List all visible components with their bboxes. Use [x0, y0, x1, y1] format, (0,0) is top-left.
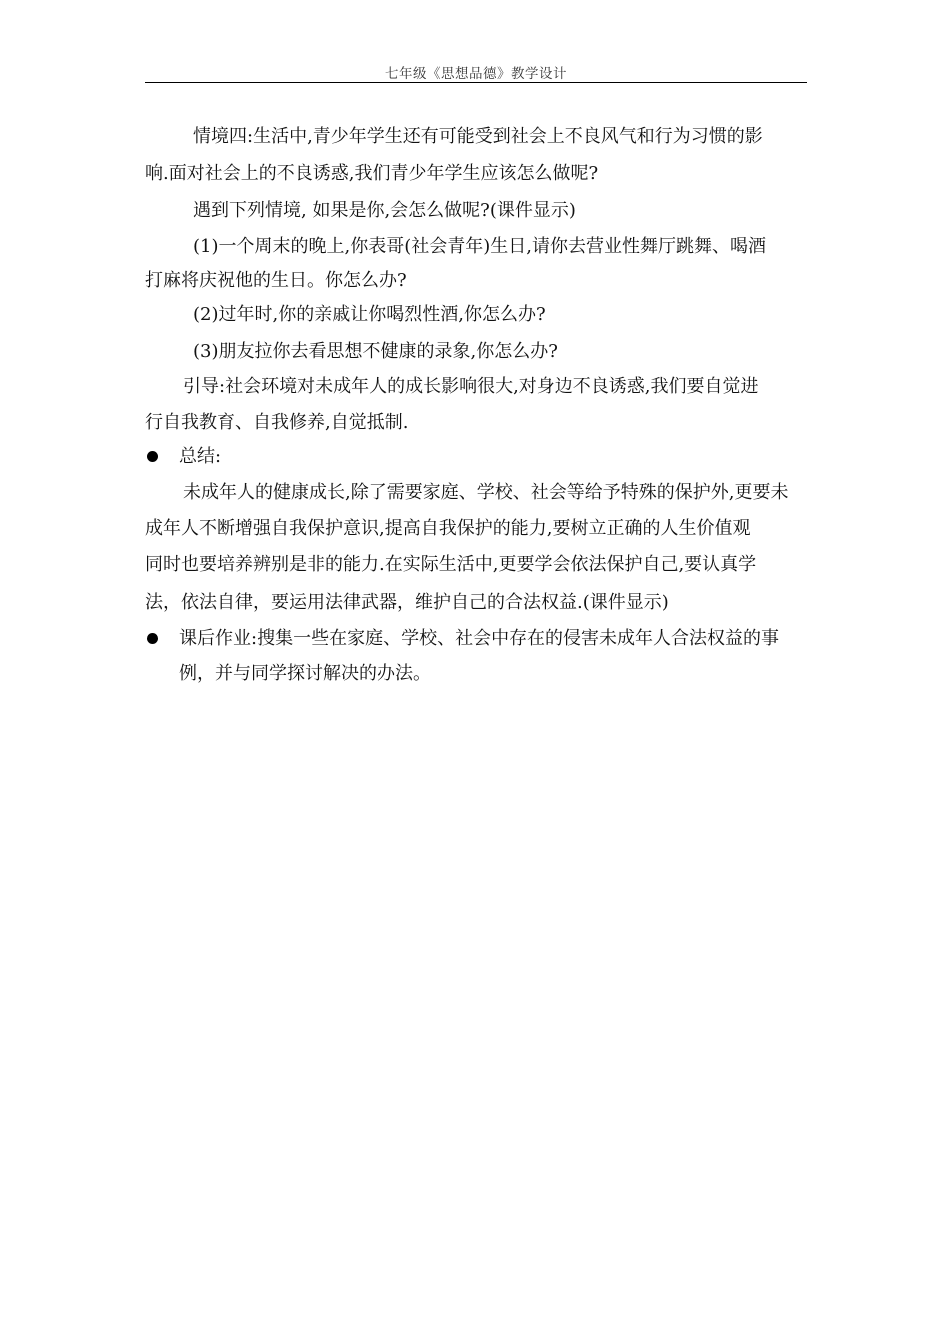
item1-line-1: (1)一个周末的晚上,你表哥(社会青年)生日,请你去营业性舞厅跳舞、喝酒: [193, 236, 766, 257]
item3: (3)朋友拉你去看思想不健康的录象,你怎么办?: [193, 341, 558, 362]
summary-bullet-icon: [147, 451, 158, 462]
scenario4-line-2: 响.面对社会上的不良诱惑,我们青少年学生应该怎么做呢?: [145, 163, 599, 184]
summary-line-1: 未成年人的健康成长,除了需要家庭、学校、社会等给予特殊的保护外,更要未: [183, 482, 789, 503]
guide-line-1: 引导:社会环境对未成年人的成长影响很大,对身边不良诱惑,我们要自觉进: [183, 376, 759, 397]
summary-line-3: 同时也要培养辨别是非的能力.在实际生活中,更要学会依法保护自己,要认真学: [145, 554, 757, 575]
scenario4-line-1: 情境四:生活中,青少年学生还有可能受到社会上不良风气和行为习惯的影: [193, 126, 763, 147]
homework-line-1: 课后作业:搜集一些在家庭、学校、社会中存在的侵害未成年人合法权益的事: [179, 628, 780, 649]
summary-line-2: 成年人不断增强自我保护意识,提高自我保护的能力,要树立正确的人生价值观: [145, 518, 751, 539]
item2: (2)过年时,你的亲戚让你喝烈性酒,你怎么办?: [193, 304, 546, 325]
guide-line-2: 行自我教育、自我修养,自觉抵制.: [145, 412, 409, 433]
summary-line-4: 法，依法自律，要运用法律武器，维护自己的合法权益.(课件显示): [145, 592, 669, 613]
scenario-prompt: 遇到下列情境, 如果是你,会怎么做呢?(课件显示): [193, 200, 576, 221]
homework-line-2: 例，并与同学探讨解决的办法。: [179, 663, 431, 684]
item1-line-2: 打麻将庆祝他的生日。你怎么办?: [145, 270, 407, 291]
homework-bullet-icon: [147, 633, 158, 644]
summary-label: 总结:: [179, 446, 222, 467]
header-rule: [145, 82, 807, 83]
page-header-title: 七年级《思想品德》教学设计: [385, 66, 567, 82]
